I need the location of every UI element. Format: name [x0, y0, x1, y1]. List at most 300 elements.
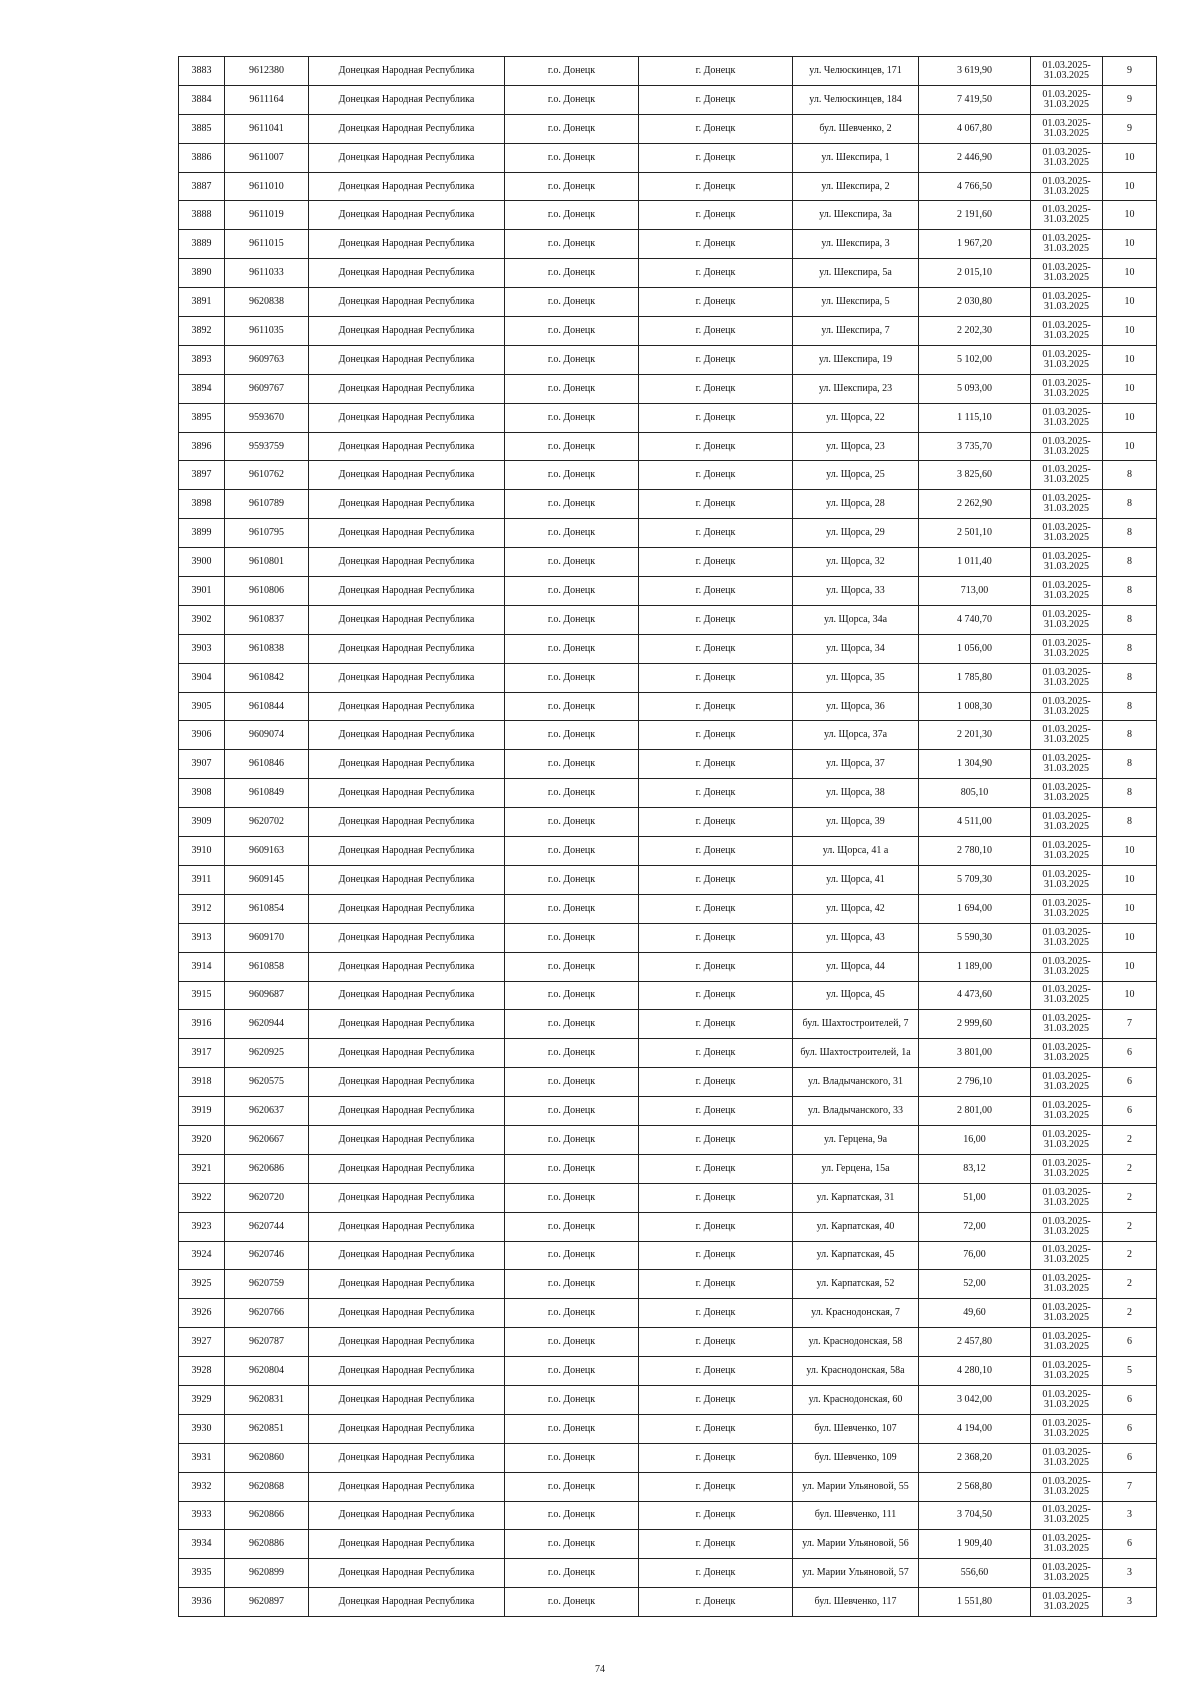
- area-cell: 2 202,30: [919, 317, 1031, 346]
- object-id-cell: 9610846: [225, 750, 309, 779]
- object-id-cell: 9620866: [225, 1501, 309, 1530]
- region-cell: Донецкая Народная Республика: [309, 1385, 505, 1414]
- region-cell: Донецкая Народная Республика: [309, 548, 505, 577]
- row-number-cell: 3915: [179, 981, 225, 1010]
- city-cell: г. Донецк: [639, 85, 793, 114]
- row-number-cell: 3924: [179, 1241, 225, 1270]
- district-cell: г.о. Донецк: [505, 317, 639, 346]
- region-cell: Донецкая Народная Республика: [309, 1039, 505, 1068]
- row-number-cell: 3917: [179, 1039, 225, 1068]
- region-cell: Донецкая Народная Республика: [309, 663, 505, 692]
- table-row: [179, 519, 1157, 548]
- area-cell: 3 704,50: [919, 1501, 1031, 1530]
- period-cell: 01.03.2025-31.03.2025: [1031, 1241, 1103, 1270]
- region-cell: Донецкая Народная Республика: [309, 403, 505, 432]
- table-row: [179, 634, 1157, 663]
- count-cell: 10: [1103, 143, 1157, 172]
- count-cell: 6: [1103, 1385, 1157, 1414]
- object-id-cell: 9611015: [225, 230, 309, 259]
- region-cell: Донецкая Народная Республика: [309, 605, 505, 634]
- count-cell: 6: [1103, 1443, 1157, 1472]
- area-cell: 1 011,40: [919, 548, 1031, 577]
- address-cell: ул. Щорса, 38: [793, 779, 919, 808]
- table-row: [179, 1125, 1157, 1154]
- period-cell: 01.03.2025-31.03.2025: [1031, 750, 1103, 779]
- city-cell: г. Донецк: [639, 317, 793, 346]
- period-cell: 01.03.2025-31.03.2025: [1031, 172, 1103, 201]
- object-id-cell: 9610762: [225, 461, 309, 490]
- area-cell: 2 457,80: [919, 1328, 1031, 1357]
- address-cell: ул. Щорса, 44: [793, 952, 919, 981]
- district-cell: г.о. Донецк: [505, 865, 639, 894]
- count-cell: 6: [1103, 1328, 1157, 1357]
- address-cell: ул. Щорса, 33: [793, 577, 919, 606]
- period-cell: 01.03.2025-31.03.2025: [1031, 1385, 1103, 1414]
- table-row: [179, 1443, 1157, 1472]
- city-cell: г. Донецк: [639, 230, 793, 259]
- city-cell: г. Донецк: [639, 1501, 793, 1530]
- row-number-cell: 3907: [179, 750, 225, 779]
- area-cell: 1 304,90: [919, 750, 1031, 779]
- period-cell: 01.03.2025-31.03.2025: [1031, 692, 1103, 721]
- row-number-cell: 3926: [179, 1299, 225, 1328]
- area-cell: 556,60: [919, 1559, 1031, 1588]
- area-cell: 2 999,60: [919, 1010, 1031, 1039]
- area-cell: 805,10: [919, 779, 1031, 808]
- table-row: [179, 750, 1157, 779]
- row-number-cell: 3890: [179, 259, 225, 288]
- city-cell: г. Донецк: [639, 1530, 793, 1559]
- city-cell: г. Донецк: [639, 1414, 793, 1443]
- address-cell: ул. Карпатская, 45: [793, 1241, 919, 1270]
- period-cell: 01.03.2025-31.03.2025: [1031, 1212, 1103, 1241]
- count-cell: 10: [1103, 865, 1157, 894]
- table-row: [179, 1559, 1157, 1588]
- table-row: [179, 1097, 1157, 1126]
- table-row: [179, 1385, 1157, 1414]
- district-cell: г.о. Донецк: [505, 1154, 639, 1183]
- count-cell: 8: [1103, 605, 1157, 634]
- period-cell: 01.03.2025-31.03.2025: [1031, 259, 1103, 288]
- row-number-cell: 3893: [179, 345, 225, 374]
- row-number-cell: 3921: [179, 1154, 225, 1183]
- table-row: [179, 317, 1157, 346]
- district-cell: г.о. Донецк: [505, 605, 639, 634]
- district-cell: г.о. Донецк: [505, 1270, 639, 1299]
- address-cell: ул. Марии Ульяновой, 57: [793, 1559, 919, 1588]
- period-cell: 01.03.2025-31.03.2025: [1031, 1559, 1103, 1588]
- district-cell: г.о. Донецк: [505, 692, 639, 721]
- area-cell: 1 551,80: [919, 1588, 1031, 1617]
- object-id-cell: 9611019: [225, 201, 309, 230]
- region-cell: Донецкая Народная Республика: [309, 85, 505, 114]
- object-id-cell: 9609074: [225, 721, 309, 750]
- row-number-cell: 3925: [179, 1270, 225, 1299]
- count-cell: 2: [1103, 1270, 1157, 1299]
- count-cell: 5: [1103, 1357, 1157, 1386]
- city-cell: г. Донецк: [639, 1068, 793, 1097]
- city-cell: г. Донецк: [639, 1559, 793, 1588]
- row-number-cell: 3912: [179, 894, 225, 923]
- object-id-cell: 9610854: [225, 894, 309, 923]
- region-cell: Донецкая Народная Республика: [309, 374, 505, 403]
- table-row: [179, 663, 1157, 692]
- city-cell: г. Донецк: [639, 605, 793, 634]
- table-row: [179, 114, 1157, 143]
- address-cell: ул. Челюскинцев, 171: [793, 57, 919, 86]
- city-cell: г. Донецк: [639, 519, 793, 548]
- district-cell: г.о. Донецк: [505, 1385, 639, 1414]
- page-number: 74: [595, 1664, 605, 1675]
- table-row: [179, 1154, 1157, 1183]
- count-cell: 8: [1103, 721, 1157, 750]
- count-cell: 10: [1103, 230, 1157, 259]
- address-cell: ул. Щорса, 28: [793, 490, 919, 519]
- row-number-cell: 3899: [179, 519, 225, 548]
- region-cell: Донецкая Народная Республика: [309, 865, 505, 894]
- area-cell: 2 796,10: [919, 1068, 1031, 1097]
- count-cell: 3: [1103, 1501, 1157, 1530]
- city-cell: г. Донецк: [639, 461, 793, 490]
- address-cell: ул. Щорса, 41 а: [793, 837, 919, 866]
- district-cell: г.о. Донецк: [505, 374, 639, 403]
- area-cell: 51,00: [919, 1183, 1031, 1212]
- city-cell: г. Донецк: [639, 1385, 793, 1414]
- district-cell: г.о. Донецк: [505, 1183, 639, 1212]
- address-cell: ул. Марии Ульяновой, 56: [793, 1530, 919, 1559]
- count-cell: 2: [1103, 1183, 1157, 1212]
- count-cell: 9: [1103, 114, 1157, 143]
- district-cell: г.о. Донецк: [505, 721, 639, 750]
- city-cell: г. Донецк: [639, 288, 793, 317]
- count-cell: 3: [1103, 1559, 1157, 1588]
- table-row: [179, 981, 1157, 1010]
- object-id-cell: 9620899: [225, 1559, 309, 1588]
- count-cell: 8: [1103, 692, 1157, 721]
- period-cell: 01.03.2025-31.03.2025: [1031, 1270, 1103, 1299]
- city-cell: г. Донецк: [639, 345, 793, 374]
- address-cell: ул. Шекспира, 23: [793, 374, 919, 403]
- region-cell: Донецкая Народная Республика: [309, 721, 505, 750]
- region-cell: Донецкая Народная Республика: [309, 1414, 505, 1443]
- region-cell: Донецкая Народная Республика: [309, 230, 505, 259]
- city-cell: г. Донецк: [639, 1270, 793, 1299]
- object-id-cell: 9611035: [225, 317, 309, 346]
- count-cell: 6: [1103, 1039, 1157, 1068]
- region-cell: Донецкая Народная Республика: [309, 1068, 505, 1097]
- count-cell: 10: [1103, 201, 1157, 230]
- district-cell: г.о. Донецк: [505, 837, 639, 866]
- area-cell: 2 446,90: [919, 143, 1031, 172]
- district-cell: г.о. Донецк: [505, 345, 639, 374]
- city-cell: г. Донецк: [639, 201, 793, 230]
- row-number-cell: 3896: [179, 432, 225, 461]
- region-cell: Донецкая Народная Республика: [309, 259, 505, 288]
- period-cell: 01.03.2025-31.03.2025: [1031, 1068, 1103, 1097]
- city-cell: г. Донецк: [639, 1588, 793, 1617]
- table-row: [179, 1241, 1157, 1270]
- region-cell: Донецкая Народная Республика: [309, 750, 505, 779]
- area-cell: 1 008,30: [919, 692, 1031, 721]
- city-cell: г. Донецк: [639, 1299, 793, 1328]
- district-cell: г.о. Донецк: [505, 1588, 639, 1617]
- district-cell: г.о. Донецк: [505, 577, 639, 606]
- row-number-cell: 3930: [179, 1414, 225, 1443]
- object-id-cell: 9612380: [225, 57, 309, 86]
- table-row: [179, 692, 1157, 721]
- region-cell: Донецкая Народная Республика: [309, 461, 505, 490]
- row-number-cell: 3908: [179, 779, 225, 808]
- address-cell: бул. Шахтостроителей, 7: [793, 1010, 919, 1039]
- period-cell: 01.03.2025-31.03.2025: [1031, 1501, 1103, 1530]
- table-row: [179, 1010, 1157, 1039]
- object-id-cell: 9610849: [225, 779, 309, 808]
- region-cell: Донецкая Народная Республика: [309, 1588, 505, 1617]
- city-cell: г. Донецк: [639, 1357, 793, 1386]
- region-cell: Донецкая Народная Республика: [309, 1183, 505, 1212]
- count-cell: 7: [1103, 1010, 1157, 1039]
- region-cell: Донецкая Народная Республика: [309, 1212, 505, 1241]
- object-id-cell: 9620925: [225, 1039, 309, 1068]
- address-cell: ул. Шекспира, 3: [793, 230, 919, 259]
- row-number-cell: 3923: [179, 1212, 225, 1241]
- row-number-cell: 3914: [179, 952, 225, 981]
- area-cell: 4 194,00: [919, 1414, 1031, 1443]
- period-cell: 01.03.2025-31.03.2025: [1031, 432, 1103, 461]
- table-row: [179, 490, 1157, 519]
- city-cell: г. Донецк: [639, 432, 793, 461]
- count-cell: 2: [1103, 1125, 1157, 1154]
- row-number-cell: 3913: [179, 923, 225, 952]
- object-id-cell: 9609163: [225, 837, 309, 866]
- address-cell: ул. Шекспира, 3а: [793, 201, 919, 230]
- address-cell: ул. Щорса, 39: [793, 808, 919, 837]
- city-cell: г. Донецк: [639, 1472, 793, 1501]
- period-cell: 01.03.2025-31.03.2025: [1031, 1443, 1103, 1472]
- count-cell: 10: [1103, 288, 1157, 317]
- object-id-cell: 9610795: [225, 519, 309, 548]
- area-cell: 5 590,30: [919, 923, 1031, 952]
- object-id-cell: 9620804: [225, 1357, 309, 1386]
- district-cell: г.о. Донецк: [505, 1010, 639, 1039]
- row-number-cell: 3929: [179, 1385, 225, 1414]
- period-cell: 01.03.2025-31.03.2025: [1031, 288, 1103, 317]
- object-id-cell: 9610844: [225, 692, 309, 721]
- period-cell: 01.03.2025-31.03.2025: [1031, 1183, 1103, 1212]
- area-cell: 52,00: [919, 1270, 1031, 1299]
- address-cell: ул. Щорса, 35: [793, 663, 919, 692]
- table-row: [179, 374, 1157, 403]
- period-cell: 01.03.2025-31.03.2025: [1031, 1328, 1103, 1357]
- period-cell: 01.03.2025-31.03.2025: [1031, 1299, 1103, 1328]
- city-cell: г. Донецк: [639, 1010, 793, 1039]
- period-cell: 01.03.2025-31.03.2025: [1031, 114, 1103, 143]
- count-cell: 9: [1103, 57, 1157, 86]
- count-cell: 10: [1103, 172, 1157, 201]
- table-row: [179, 1357, 1157, 1386]
- count-cell: 10: [1103, 403, 1157, 432]
- region-cell: Донецкая Народная Республика: [309, 1270, 505, 1299]
- region-cell: Донецкая Народная Республика: [309, 57, 505, 86]
- address-cell: ул. Щорса, 23: [793, 432, 919, 461]
- object-id-cell: 9610842: [225, 663, 309, 692]
- row-number-cell: 3933: [179, 1501, 225, 1530]
- registry-rows: [179, 57, 1157, 1617]
- object-id-cell: 9609687: [225, 981, 309, 1010]
- object-id-cell: 9611164: [225, 85, 309, 114]
- table-row: [179, 779, 1157, 808]
- count-cell: 6: [1103, 1068, 1157, 1097]
- region-cell: Донецкая Народная Республика: [309, 345, 505, 374]
- object-id-cell: 9611007: [225, 143, 309, 172]
- district-cell: г.о. Донецк: [505, 1125, 639, 1154]
- count-cell: 8: [1103, 663, 1157, 692]
- object-id-cell: 9620860: [225, 1443, 309, 1472]
- count-cell: 8: [1103, 519, 1157, 548]
- table-row: [179, 230, 1157, 259]
- address-cell: ул. Щорса, 34а: [793, 605, 919, 634]
- row-number-cell: 3911: [179, 865, 225, 894]
- period-cell: 01.03.2025-31.03.2025: [1031, 403, 1103, 432]
- district-cell: г.о. Донецк: [505, 779, 639, 808]
- city-cell: г. Донецк: [639, 837, 793, 866]
- table-row: [179, 808, 1157, 837]
- city-cell: г. Донецк: [639, 143, 793, 172]
- table-row: [179, 721, 1157, 750]
- table-row: [179, 577, 1157, 606]
- area-cell: 2 191,60: [919, 201, 1031, 230]
- city-cell: г. Донецк: [639, 1039, 793, 1068]
- region-cell: Донецкая Народная Республика: [309, 1357, 505, 1386]
- area-cell: 1 056,00: [919, 634, 1031, 663]
- table-row: [179, 923, 1157, 952]
- address-cell: ул. Щорса, 34: [793, 634, 919, 663]
- period-cell: 01.03.2025-31.03.2025: [1031, 721, 1103, 750]
- district-cell: г.о. Донецк: [505, 403, 639, 432]
- city-cell: г. Донецк: [639, 750, 793, 779]
- row-number-cell: 3928: [179, 1357, 225, 1386]
- address-cell: ул. Щорса, 45: [793, 981, 919, 1010]
- address-cell: ул. Шекспира, 1: [793, 143, 919, 172]
- period-cell: 01.03.2025-31.03.2025: [1031, 374, 1103, 403]
- period-cell: 01.03.2025-31.03.2025: [1031, 808, 1103, 837]
- count-cell: 10: [1103, 837, 1157, 866]
- period-cell: 01.03.2025-31.03.2025: [1031, 201, 1103, 230]
- address-cell: ул. Щорса, 22: [793, 403, 919, 432]
- city-cell: г. Донецк: [639, 1328, 793, 1357]
- object-id-cell: 9620851: [225, 1414, 309, 1443]
- area-cell: 4 511,00: [919, 808, 1031, 837]
- district-cell: г.о. Донецк: [505, 85, 639, 114]
- table-row: [179, 259, 1157, 288]
- city-cell: г. Донецк: [639, 634, 793, 663]
- city-cell: г. Донецк: [639, 57, 793, 86]
- period-cell: 01.03.2025-31.03.2025: [1031, 345, 1103, 374]
- object-id-cell: 9620886: [225, 1530, 309, 1559]
- count-cell: 7: [1103, 1472, 1157, 1501]
- object-id-cell: 9611033: [225, 259, 309, 288]
- district-cell: г.о. Донецк: [505, 519, 639, 548]
- object-id-cell: 9620787: [225, 1328, 309, 1357]
- address-cell: ул. Марии Ульяновой, 55: [793, 1472, 919, 1501]
- city-cell: г. Донецк: [639, 548, 793, 577]
- district-cell: г.о. Донецк: [505, 432, 639, 461]
- row-number-cell: 3936: [179, 1588, 225, 1617]
- region-cell: Донецкая Народная Республика: [309, 317, 505, 346]
- table-row: [179, 1068, 1157, 1097]
- area-cell: 3 042,00: [919, 1385, 1031, 1414]
- table-row: [179, 85, 1157, 114]
- row-number-cell: 3898: [179, 490, 225, 519]
- region-cell: Донецкая Народная Республика: [309, 1443, 505, 1472]
- period-cell: 01.03.2025-31.03.2025: [1031, 1039, 1103, 1068]
- city-cell: г. Донецк: [639, 1183, 793, 1212]
- area-cell: 2 030,80: [919, 288, 1031, 317]
- region-cell: Донецкая Народная Республика: [309, 114, 505, 143]
- region-cell: Донецкая Народная Республика: [309, 1299, 505, 1328]
- area-cell: 3 735,70: [919, 432, 1031, 461]
- count-cell: 10: [1103, 894, 1157, 923]
- table-row: [179, 1039, 1157, 1068]
- address-cell: бул. Шахтостроителей, 1а: [793, 1039, 919, 1068]
- district-cell: г.о. Донецк: [505, 981, 639, 1010]
- count-cell: 8: [1103, 808, 1157, 837]
- row-number-cell: 3927: [179, 1328, 225, 1357]
- object-id-cell: 9620667: [225, 1125, 309, 1154]
- area-cell: 2 201,30: [919, 721, 1031, 750]
- region-cell: Донецкая Народная Республика: [309, 779, 505, 808]
- region-cell: Донецкая Народная Республика: [309, 692, 505, 721]
- city-cell: г. Донецк: [639, 1212, 793, 1241]
- registry-table: [178, 56, 1157, 1617]
- city-cell: г. Донецк: [639, 577, 793, 606]
- address-cell: ул. Герцена, 15а: [793, 1154, 919, 1183]
- table-row: [179, 432, 1157, 461]
- period-cell: 01.03.2025-31.03.2025: [1031, 85, 1103, 114]
- address-cell: ул. Щорса, 42: [793, 894, 919, 923]
- object-id-cell: 9620831: [225, 1385, 309, 1414]
- object-id-cell: 9620744: [225, 1212, 309, 1241]
- district-cell: г.о. Донецк: [505, 1212, 639, 1241]
- region-cell: Донецкая Народная Республика: [309, 1530, 505, 1559]
- address-cell: ул. Щорса, 43: [793, 923, 919, 952]
- area-cell: 16,00: [919, 1125, 1031, 1154]
- period-cell: 01.03.2025-31.03.2025: [1031, 779, 1103, 808]
- address-cell: бул. Шевченко, 2: [793, 114, 919, 143]
- region-cell: Донецкая Народная Республика: [309, 981, 505, 1010]
- object-id-cell: 9620838: [225, 288, 309, 317]
- address-cell: ул. Щорса, 32: [793, 548, 919, 577]
- city-cell: г. Донецк: [639, 1097, 793, 1126]
- district-cell: г.о. Донецк: [505, 230, 639, 259]
- period-cell: 01.03.2025-31.03.2025: [1031, 605, 1103, 634]
- object-id-cell: 9611041: [225, 114, 309, 143]
- table-row: [179, 345, 1157, 374]
- district-cell: г.о. Донецк: [505, 952, 639, 981]
- region-cell: Донецкая Народная Республика: [309, 172, 505, 201]
- district-cell: г.о. Донецк: [505, 1357, 639, 1386]
- address-cell: ул. Шекспира, 19: [793, 345, 919, 374]
- region-cell: Донецкая Народная Республика: [309, 201, 505, 230]
- region-cell: Донецкая Народная Республика: [309, 952, 505, 981]
- city-cell: г. Донецк: [639, 779, 793, 808]
- address-cell: ул. Щорса, 37а: [793, 721, 919, 750]
- address-cell: ул. Герцена, 9а: [793, 1125, 919, 1154]
- region-cell: Донецкая Народная Республика: [309, 923, 505, 952]
- city-cell: г. Донецк: [639, 1154, 793, 1183]
- district-cell: г.о. Донецк: [505, 663, 639, 692]
- address-cell: бул. Шевченко, 109: [793, 1443, 919, 1472]
